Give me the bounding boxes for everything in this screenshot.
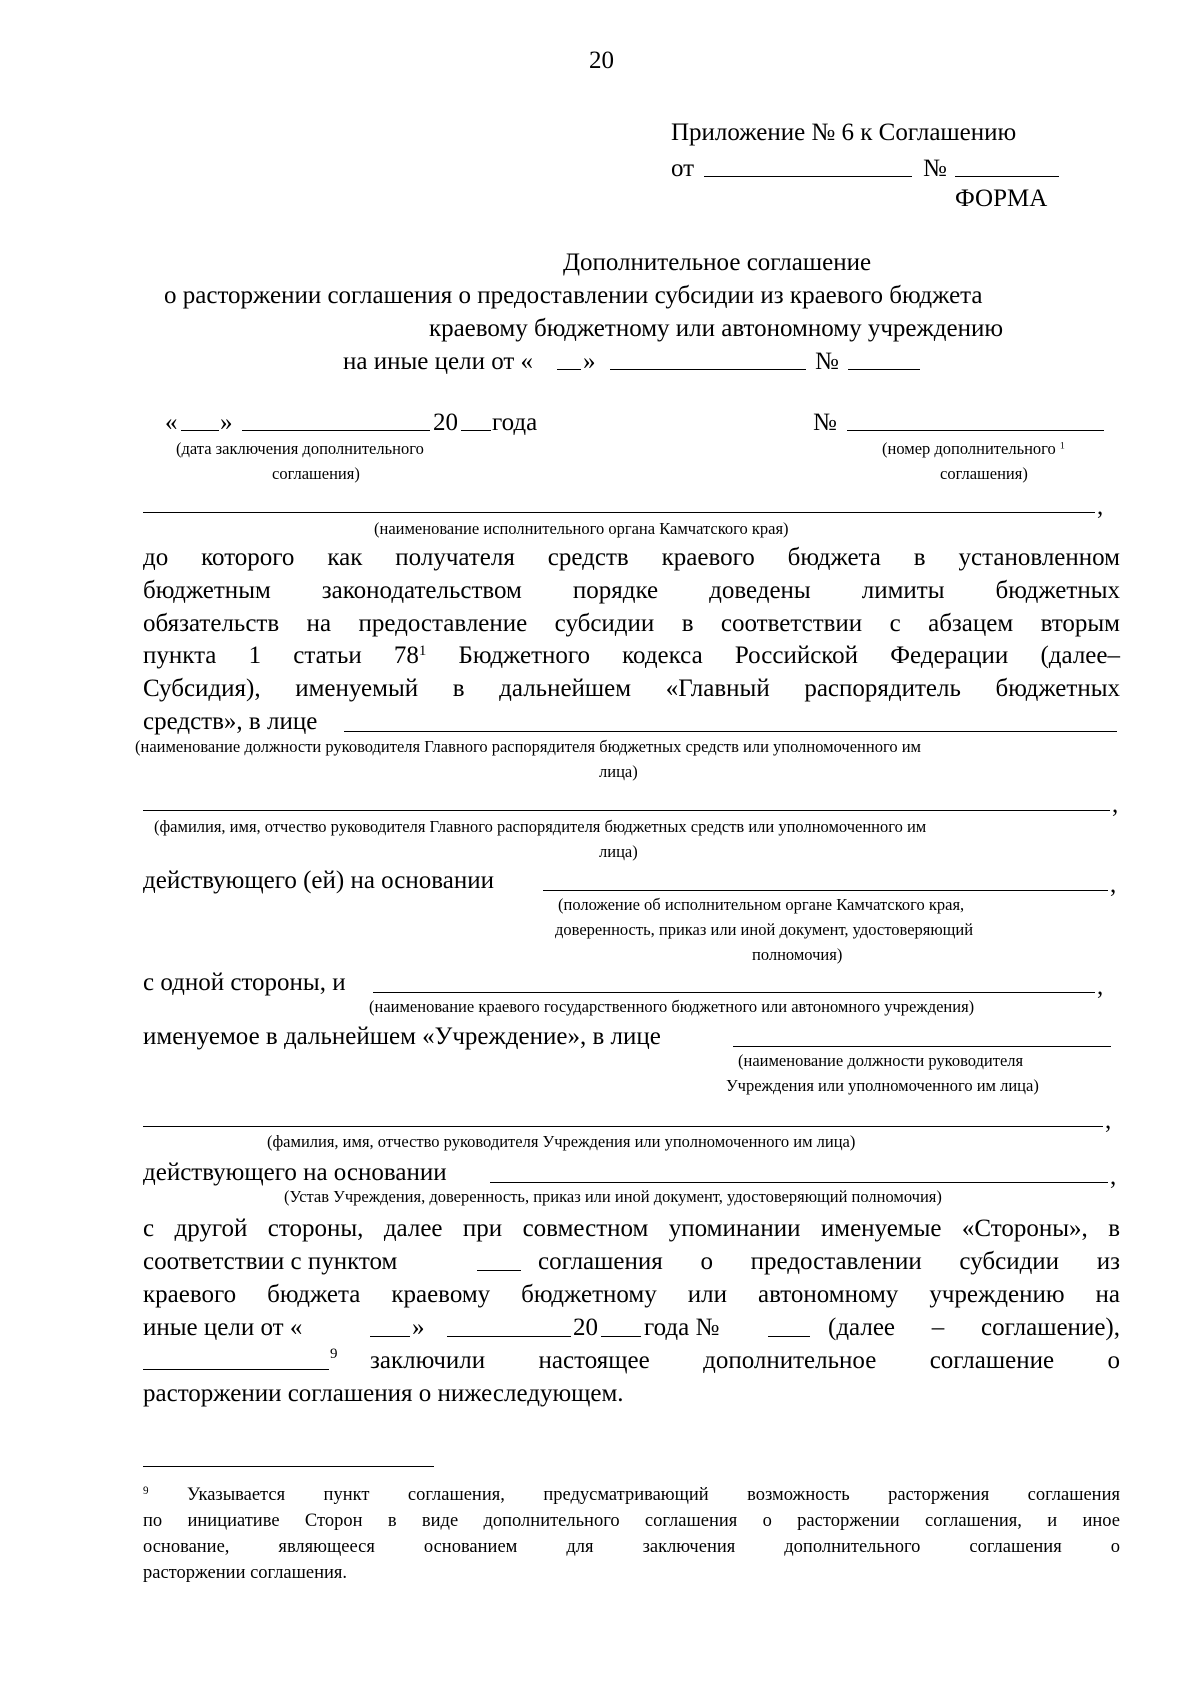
- p2-line-4-suffix: (далее – соглашение),: [828, 1314, 1120, 1341]
- date-year-blank: [461, 430, 491, 431]
- hint-inst-position-2: Учреждения или уполномоченного им лица): [726, 1076, 1039, 1095]
- acting-basis-2-blank: [490, 1182, 1108, 1183]
- p2-day-blank: [370, 1336, 410, 1337]
- title-quote-close: »: [583, 348, 596, 375]
- head-fio-comma: ,: [1112, 791, 1119, 818]
- p1-line-2: бюджетным законодательством порядке доведены лимиты бюджетных: [143, 577, 1120, 604]
- head-fio-blank: [143, 810, 1110, 811]
- p2-grounds-blank: [143, 1369, 329, 1370]
- hint-fio-1: (фамилия, имя, отчество руководителя Главного распорядителя бюджетных средств или уполномоченного им: [154, 817, 927, 836]
- footnote-ref-9: 9: [330, 1345, 338, 1362]
- acting-basis-comma: ,: [1110, 871, 1117, 898]
- p2-line-4-prefix: иные цели от «: [143, 1314, 303, 1341]
- appendix-date-blank: [704, 176, 912, 177]
- hint-institution: (наименование краевого государственного бюджетного или автономного учреждения): [369, 997, 975, 1016]
- appendix-number-blank: [955, 176, 1059, 177]
- title-line-3: краевому бюджетному или автономному учреждению: [428, 315, 1004, 342]
- hint-number-2: соглашения): [940, 464, 1028, 483]
- institution-name-blank: [373, 992, 1095, 993]
- organ-comma: ,: [1097, 493, 1104, 520]
- acting-basis-2-label: действующего на основании: [143, 1159, 447, 1186]
- agreement-number-sign: №: [813, 409, 837, 436]
- p2-line-1: с другой стороны, далее при совместном упоминании именуемые «Стороны», в: [143, 1215, 1120, 1242]
- hint-basis-2: доверенность, приказ или иной документ, удостоверяющий: [555, 920, 974, 939]
- form-label: ФОРМА: [955, 185, 1048, 212]
- footnote-line-1: $^9$ Указывается пункт соглашения, предусматривающий возможность расторжения соглашения: [143, 1484, 1120, 1505]
- title-month-blank: [610, 369, 806, 370]
- footnote-line-3: основание, являющееся основанием для заключения дополнительного соглашения о: [143, 1537, 1120, 1557]
- p1-line-6: средств», в лице: [143, 708, 318, 735]
- date-quote-close: »: [220, 409, 233, 436]
- footnote-line-4: расторжении соглашения.: [143, 1563, 348, 1583]
- p2-clause-blank: [477, 1270, 521, 1271]
- head-position-blank: [344, 731, 1117, 732]
- hint-basis-1: (положение об исполнительном органе Камчатского края,: [558, 895, 965, 914]
- p2-line-2-suffix: соглашения о предоставлении субсидии из: [538, 1248, 1120, 1275]
- title-line-1: Дополнительное соглашение: [562, 249, 872, 276]
- one-side-label: с одной стороны, и: [143, 969, 346, 996]
- p2-line-5: заключили настоящее дополнительное соглашение о: [370, 1347, 1120, 1374]
- agreement-number-blank: [847, 430, 1104, 431]
- p2-year-blank: [601, 1336, 641, 1337]
- p1-line-1: до которого как получателя средств краевого бюджета в установленном: [143, 544, 1120, 571]
- title-number-blank: [848, 369, 920, 370]
- date-month-blank: [242, 430, 430, 431]
- hint-inst-fio: (фамилия, имя, отчество руководителя Учреждения или уполномоченного им лица): [267, 1132, 856, 1151]
- institution-head-fio-blank: [143, 1126, 1103, 1127]
- p1-line-3: обязательств на предоставление субсидии в соответствии с абзацем вторым: [143, 610, 1120, 637]
- institution-fio-comma: ,: [1105, 1107, 1112, 1134]
- acting-basis-label: действующего (ей) на основании: [143, 867, 494, 894]
- footnote-line-2: по инициативе Сторон в виде дополнительного соглашения о расторжении соглашения, и иное: [143, 1511, 1120, 1531]
- hint-charter: (Устав Учреждения, доверенность, приказ или иной документ, удостоверяющий полномочия): [284, 1187, 942, 1206]
- acting-basis-2-comma: ,: [1110, 1163, 1117, 1190]
- hint-position-1: (наименование должности руководителя Главного распорядителя бюджетных средств или уполномоченного им: [135, 737, 921, 756]
- date-year-suffix: года: [492, 409, 538, 436]
- hint-fio-2: лица): [599, 842, 638, 861]
- p2-line-2-prefix: соответствии с пунктом: [143, 1248, 398, 1275]
- p2-number-blank: [768, 1336, 810, 1337]
- p1-line-5: Субсидия), именуемый в дальнейшем «Главный распорядитель бюджетных: [143, 675, 1120, 702]
- hint-date-1: (дата заключения дополнительного: [176, 439, 424, 458]
- hint-date-2: соглашения): [272, 464, 360, 483]
- institution-head-position-blank: [733, 1046, 1111, 1047]
- hint-basis-3: полномочия): [752, 945, 843, 964]
- institution-comma: ,: [1097, 973, 1104, 1000]
- hint-number-1: (номер дополнительного $^1$: [882, 439, 1065, 458]
- date-quote-open: «: [165, 409, 178, 436]
- p2-quote-close: »: [412, 1314, 425, 1341]
- acting-basis-blank: [543, 890, 1108, 891]
- hint-inst-position-1: (наименование должности руководителя: [738, 1051, 1024, 1070]
- hint-position-2: лица): [599, 762, 638, 781]
- date-day-blank: [181, 430, 219, 431]
- appendix-from-label: от: [671, 155, 695, 182]
- title-number-sign: №: [815, 348, 839, 375]
- hint-organ: (наименование исполнительного органа Камчатского края): [374, 519, 789, 538]
- p2-year-number: года №: [644, 1314, 720, 1341]
- footnote-separator: [143, 1466, 434, 1467]
- appendix-label: Приложение № 6 к Соглашению: [671, 119, 1017, 146]
- p2-year-prefix: 20: [573, 1314, 598, 1341]
- page-number: 20: [589, 47, 614, 74]
- p1-line-4: пункта 1 статьи $78^1$ Бюджетного кодекса Российской Федерации (далее–: [143, 642, 1120, 669]
- p2-month-blank: [447, 1336, 571, 1337]
- title-day-blank: [557, 369, 581, 370]
- organ-name-blank: [143, 512, 1095, 513]
- p2-line-3: краевого бюджета краевому бюджетному или автономному учреждению на: [143, 1281, 1120, 1308]
- title-line-4-prefix: на иные цели от «: [343, 348, 534, 375]
- date-year-prefix: 20: [433, 409, 458, 436]
- title-line-2: о расторжении соглашения о предоставлении субсидии из краевого бюджета: [164, 282, 983, 309]
- named-institution-label: именуемое в дальнейшем «Учреждение», в лице: [143, 1023, 661, 1050]
- appendix-number-sign: №: [923, 155, 947, 182]
- p2-line-6: расторжении соглашения о нижеследующем.: [143, 1380, 624, 1407]
